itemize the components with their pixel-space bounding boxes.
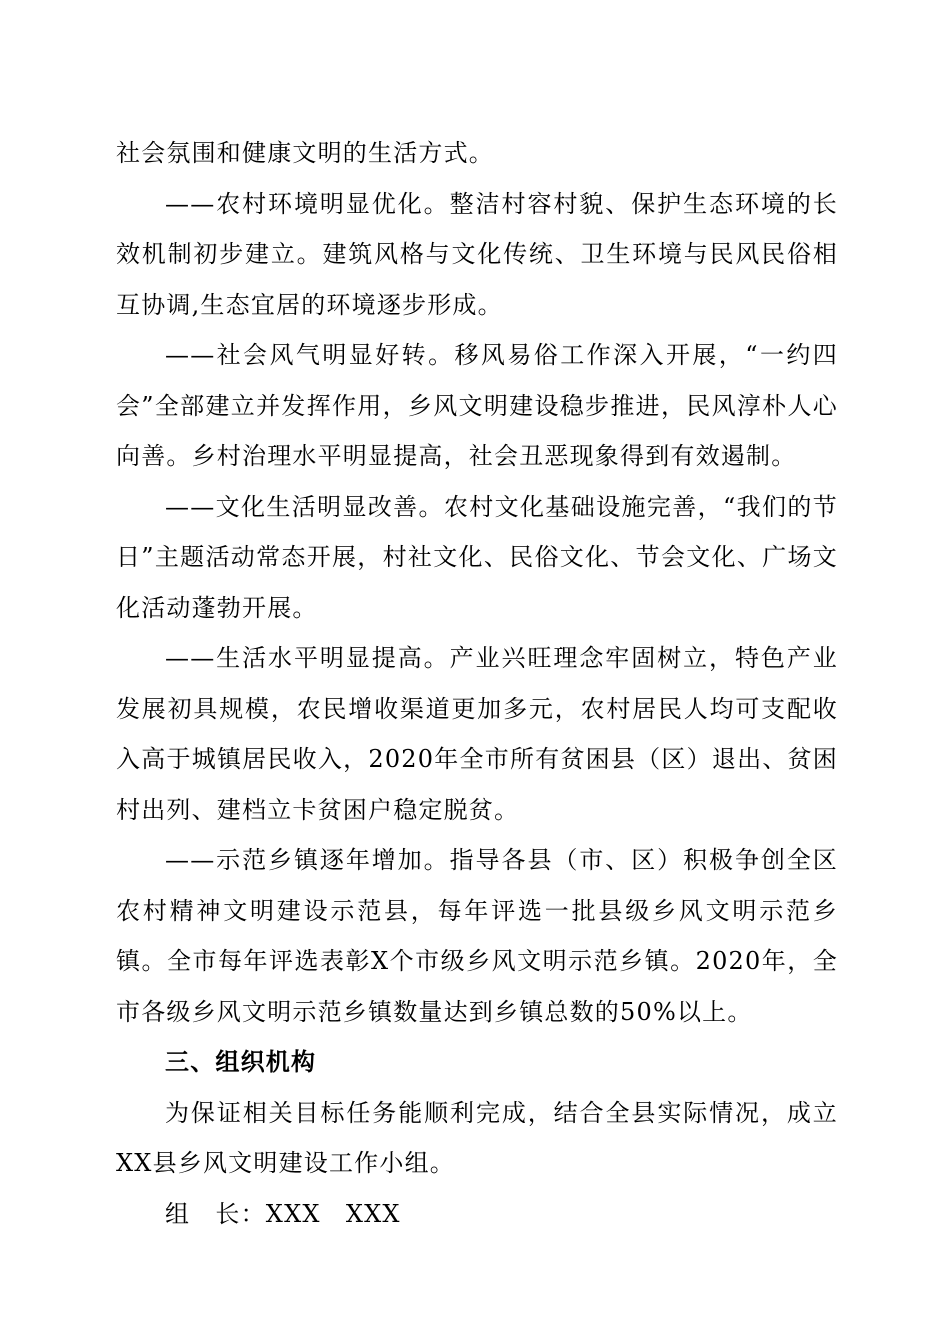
team-leader-line: 组 长：XXX XXX [165, 1199, 401, 1228]
paragraph-model-towns: ——示范乡镇逐年增加。指导各县（市、区）积极争创全区农村精神文明建设示范县，每年评选一批县级乡风文明示范乡镇。全市每年评选表彰X个市级乡风文明示范乡镇。2020年，全市各级乡风文明示范乡镇数量达到乡镇总数的50%以上。 [116, 846, 838, 1026]
paragraph-organization: 为保证相关目标任务能顺利完成，结合全县实际情况，成立XX县乡风文明建设工作小组。 [116, 1098, 838, 1177]
paragraph-living-standard: ——生活水平明显提高。产业兴旺理念牢固树立，特色产业发展初具规模，农民增收渠道更加多元，农村居民人均可支配收入高于城镇居民收入，2020年全市所有贫困县（区）退出、贫困村出列、建档立卡贫困户稳定脱贫。 [116, 644, 838, 824]
paragraph-cultural-life: ——文化生活明显改善。农村文化基础设施完善，“我们的节日”主题活动常态开展，村社文化、民俗文化、节会文化、广场文化活动蓬勃开展。 [116, 492, 838, 622]
paragraph-social-atmosphere: ——社会风气明显好转。移风易俗工作深入开展，“一约四会”全部建立并发挥作用，乡风文明建设稳步推进，民风淳朴人心向善。乡村治理水平明显提高，社会丑恶现象得到有效遏制。 [116, 341, 838, 470]
section-heading-organization: 三、组织机构 [165, 1048, 317, 1076]
document-page [116, 128, 838, 1239]
paragraph-intro-tail: 社会氛围和健康文明的生活方式。 [116, 139, 494, 167]
paragraph-rural-environment: ——农村环境明显优化。整洁村容村貌、保护生态环境的长效机制初步建立。建筑风格与文化传统、卫生环境与民风民俗相互协调,生态宜居的环境逐步形成。 [116, 189, 838, 319]
